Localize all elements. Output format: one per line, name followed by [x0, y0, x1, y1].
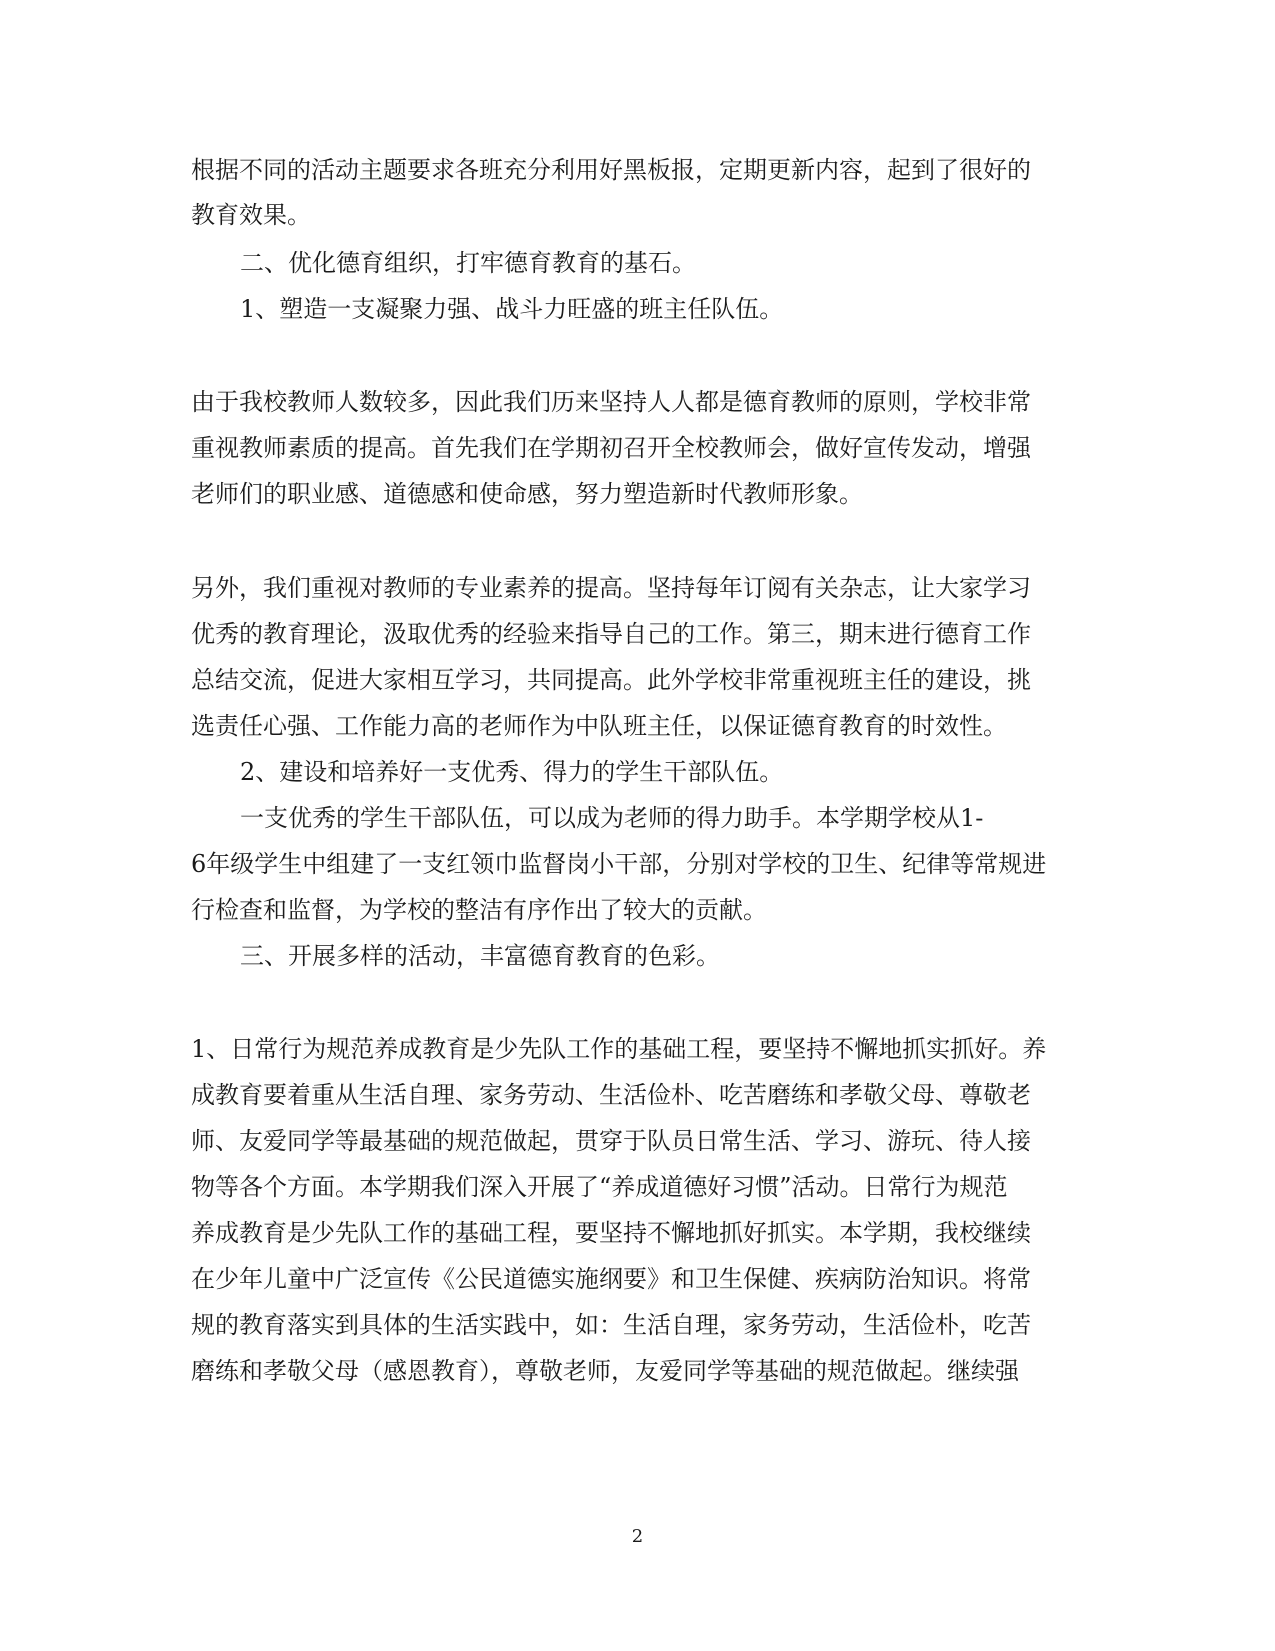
text-line: 6年级学生中组建了一支红领巾监督岗小干部，分别对学校的卫生、纪律等常规进 [191, 850, 1047, 878]
subsection-heading: 1、塑造一支凝聚力强、战斗力旺盛的班主任队伍。 [240, 295, 784, 323]
text-line: 磨练和孝敬父母（感恩教育），尊敬老师，友爱同学等基础的规范做起。继续强 [191, 1357, 1019, 1385]
text-line: 养成教育是少先队工作的基础工程，要坚持不懈地抓好抓实。本学期，我校继续 [191, 1219, 1031, 1247]
subsection-heading: 2、建设和培养好一支优秀、得力的学生干部队伍。 [240, 758, 784, 786]
text-line: 1、日常行为规范养成教育是少先队工作的基础工程，要坚持不懈地抓实抓好。养 [191, 1035, 1047, 1063]
text-line: 一支优秀的学生干部队伍，可以成为老师的得力助手。本学期学校从1- [240, 804, 984, 832]
text-line: 教育效果。 [191, 201, 311, 229]
text-line: 在少年儿童中广泛宣传《公民道德实施纲要》和卫生保健、疾病防治知识。将常 [191, 1265, 1031, 1293]
text-line: 选责任心强、工作能力高的老师作为中队班主任，以保证德育教育的时效性。 [191, 712, 1007, 740]
text-line: 由于我校教师人数较多，因此我们历来坚持人人都是德育教师的原则，学校非常 [191, 388, 1031, 416]
text-line: 老师们的职业感、道德感和使命感，努力塑造新时代教师形象。 [191, 480, 863, 508]
text-line: 行检查和监督，为学校的整洁有序作出了较大的贡献。 [191, 896, 767, 924]
section-heading: 三、开展多样的活动，丰富德育教育的色彩。 [240, 942, 720, 970]
text-line: 成教育要着重从生活自理、家务劳动、生活俭朴、吃苦磨练和孝敬父母、尊敬老 [191, 1081, 1031, 1109]
text-line: 根据不同的活动主题要求各班充分利用好黑板报，定期更新内容，起到了很好的 [191, 156, 1031, 184]
text-line: 总结交流，促进大家相互学习，共同提高。此外学校非常重视班主任的建设，挑 [191, 666, 1031, 694]
page-number: 2 [631, 1526, 644, 1547]
text-line: 规的教育落实到具体的生活实践中，如：生活自理，家务劳动，生活俭朴，吃苦 [191, 1311, 1031, 1339]
text-line: 重视教师素质的提高。首先我们在学期初召开全校教师会，做好宣传发动，增强 [191, 434, 1031, 462]
section-heading: 二、优化德育组织，打牢德育教育的基石。 [240, 249, 696, 277]
text-line: 优秀的教育理论，汲取优秀的经验来指导自己的工作。第三，期末进行德育工作 [191, 620, 1031, 648]
text-line: 另外，我们重视对教师的专业素养的提高。坚持每年订阅有关杂志，让大家学习 [191, 574, 1031, 602]
text-line: 师、友爱同学等最基础的规范做起，贯穿于队员日常生活、学习、游玩、待人接 [191, 1127, 1031, 1155]
text-line: 物等各个方面。本学期我们深入开展了“养成道德好习惯”活动。日常行为规范 [191, 1173, 1008, 1201]
